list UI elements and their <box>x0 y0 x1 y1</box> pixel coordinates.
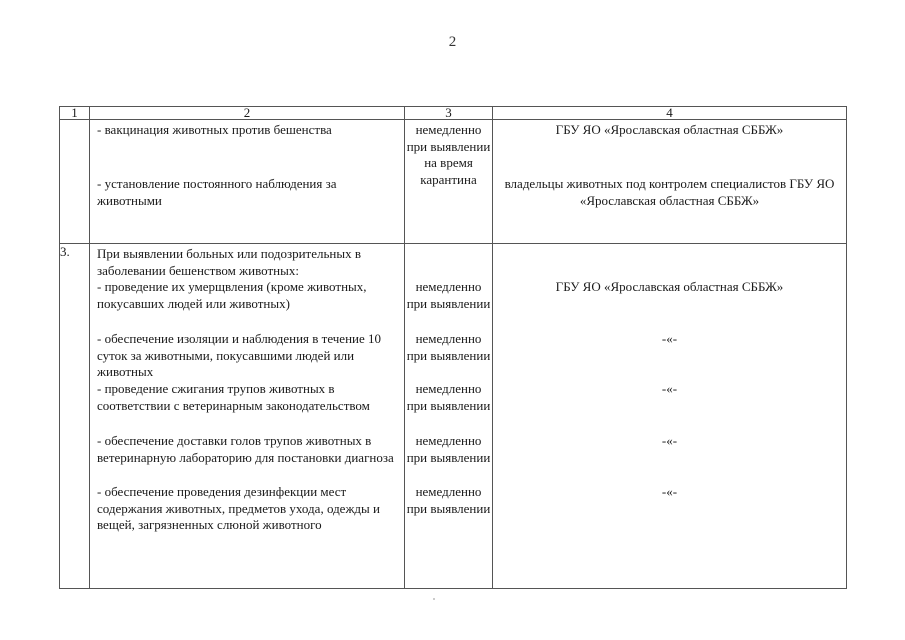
measure-item: - обеспечение проведения дезинфекции мест содержания животных, предметов ухода, одежды и вещей, загрязненных слюной животного <box>97 484 380 532</box>
measure-item: - обеспечение изоляции и наблюдения в течение 10 суток за животными, покусавшими людей или животных <box>97 331 382 379</box>
measure-cell <box>90 244 405 589</box>
timing-text: немедленно при выявлении <box>406 484 491 516</box>
timing-text: немедленно при выявлении <box>406 433 491 465</box>
responsible-cell <box>493 120 847 244</box>
responsible-cell <box>493 244 847 589</box>
measure-item: - проведение их умерщвления (кроме животных, покусавших людей или животных) <box>97 279 367 311</box>
responsible-text: ГБУ ЯО «Ярославская областная СББЖ» <box>555 122 784 137</box>
page-number: 2 <box>448 34 457 50</box>
measure-text: - установление постоянного наблюдения за животными <box>97 176 337 208</box>
table-row <box>60 244 847 589</box>
header-col-1: 1 <box>60 107 90 120</box>
header-col-4: 4 <box>493 107 847 120</box>
responsible-text: -«- <box>661 331 678 346</box>
timing-text: немедленно при выявлении <box>406 381 491 413</box>
header-col-2: 2 <box>90 107 405 120</box>
table-row <box>60 120 847 244</box>
header-col-3: 3 <box>405 107 493 120</box>
responsible-text: -«- <box>661 484 678 499</box>
measure-cell <box>90 120 405 244</box>
measures-table <box>59 106 847 589</box>
timing-cell <box>405 120 493 244</box>
row-number: 3. <box>60 244 90 589</box>
timing-text: немедленно при выявлении <box>406 279 491 311</box>
measure-intro: При выявлении больных или подозрительных в заболевании бешенством животных: <box>97 246 361 278</box>
timing-text: немедленно при выявлении на время карантина <box>406 122 491 187</box>
measure-text: - вакцинация животных против бешенства <box>97 122 332 137</box>
responsible-text: ГБУ ЯО «Ярославская областная СББЖ» <box>555 279 784 294</box>
responsible-text: -«- <box>661 381 678 396</box>
row-number <box>60 120 90 244</box>
measure-item: - обеспечение доставки голов трупов животных в ветеринарную лабораторию для постановки диагноза <box>97 433 394 465</box>
timing-cell <box>405 244 493 589</box>
measure-item: - проведение сжигания трупов животных в соответствии с ветеринарным законодательством <box>97 381 370 413</box>
table-header-row <box>60 107 847 120</box>
scan-speck <box>433 598 435 600</box>
responsible-text: -«- <box>661 433 678 448</box>
responsible-text: владельцы животных под контролем специалистов ГБУ ЯО «Ярославская областная СББЖ» <box>504 176 835 208</box>
timing-text: немедленно при выявлении <box>406 331 491 363</box>
